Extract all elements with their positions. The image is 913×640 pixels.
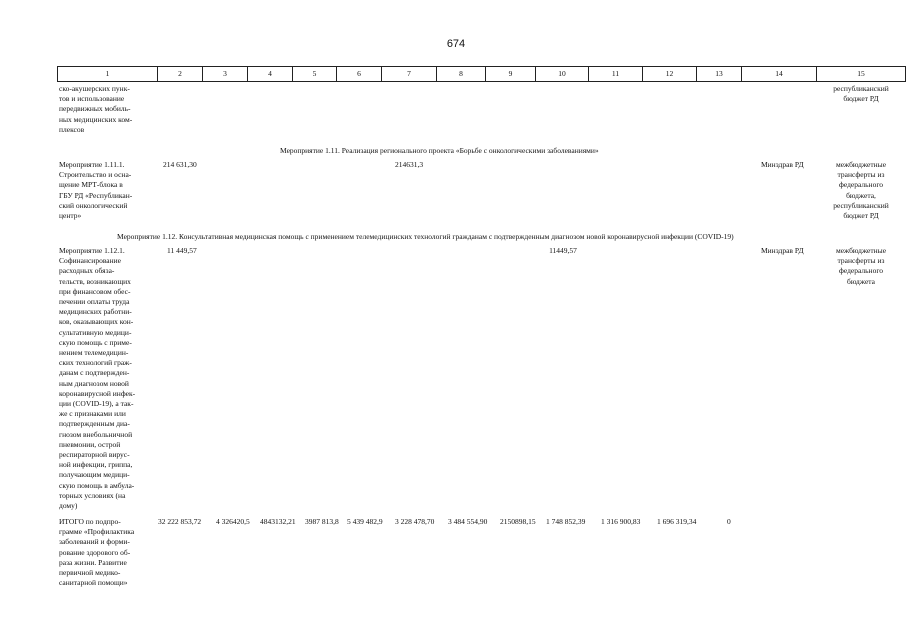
total-col8: 3 484 554,90 [448,517,488,526]
measure-1-11-1-total: 214 631,30 [163,160,197,169]
total-col4: 4843132,21 [260,517,296,526]
total-col2: 32 222 853,72 [158,517,202,526]
measure-1-12-1-executor: Минздрав РД [761,246,804,255]
section-title-1-11: Мероприятие 1.11. Реализация регионального проекта «Борьбе с онкологическими заболеваниями» [280,146,599,155]
header-col-3: 3 [202,66,248,82]
total-col7: 3 228 478,70 [395,517,435,526]
header-col-1: 1 [57,66,158,82]
total-col13: 0 [727,517,731,526]
total-col10: 1 748 852,39 [546,517,586,526]
header-col-9: 9 [485,66,536,82]
header-col-10: 10 [535,66,589,82]
total-col3: 4 326420,5 [216,517,250,526]
header-col-5: 5 [292,66,337,82]
measure-1-11-1-funding-source: межбюджетные трансферты из федерального бюджета, республиканский бюджет РД [833,160,889,221]
header-col-4: 4 [247,66,293,82]
total-col9: 2150898,15 [500,517,536,526]
header-col-12: 12 [642,66,697,82]
header-col-15: 15 [816,66,906,82]
total-col6: 5 439 482,9 [347,517,383,526]
header-col-8: 8 [436,66,486,82]
measure-1-12-1-total: 11 449,57 [167,246,197,255]
total-row-label: ИТОГО по подпро- грамме «Профилактика заболеваний и форми- рование здорового об- раза жизни. Развитие первичной медико- санитарной помощи» [59,517,135,588]
header-col-7: 7 [381,66,437,82]
header-col-6: 6 [336,66,382,82]
continuation-col1-text: ско-акушерских пунк- тов и использование передвижных мобиль- ных медицинских ком- плексов [59,84,133,134]
header-col-13: 13 [696,66,742,82]
page-number: 674 [446,38,466,50]
table-header-row [57,66,906,82]
header-col-11: 11 [588,66,643,82]
measure-1-11-1-executor: Минздрав РД [761,160,804,169]
measure-1-12-1-col10: 11449,57 [549,246,577,255]
measure-1-12-1-text: Мероприятие 1.12.1. Софинансирование расходных обяза- тельств, возникающих при финансовом обес- печении оплаты труда медицинских работни- ков, оказывающих кон- сультативную медици- скую помощь с приме- нением телемедицин- ских технологий граж- данам с подтвержден- ным диагнозом новой коронавирусной инфек- ции (COVID-19), а так- же с признаками или подтвержденным диа- гнозом внебольничной пневмонии, острой респираторной вирус- ной инфекции, гриппа, получающим медици- скую помощь в амбула- торных условиях (на дому) [59,246,136,511]
measure-1-11-1-col7: 214631,3 [394,160,424,169]
total-col11: 1 316 900,83 [601,517,641,526]
continuation-funding-source: республиканский бюджет РД [833,84,889,104]
section-title-1-12: Мероприятие 1.12. Консультативная медицинская помощь с применением телемедицинских технологий гражданам с подтвержденным диагнозом новой коронавирусной инфекции (COVID-19) [117,232,734,241]
header-col-2: 2 [157,66,203,82]
measure-1-12-1-funding-source: межбюджетные трансферты из федерального бюджета [835,246,887,286]
measure-1-11-1-text: Мероприятие 1.11.1. Строительство и осна- щение МРТ-блока в ГБУ РД «Республикан- ский онкологический центр» [59,160,133,221]
total-col5: 3987 813,8 [305,517,339,526]
header-col-14: 14 [741,66,817,82]
total-col12: 1 696 319,34 [657,517,697,526]
